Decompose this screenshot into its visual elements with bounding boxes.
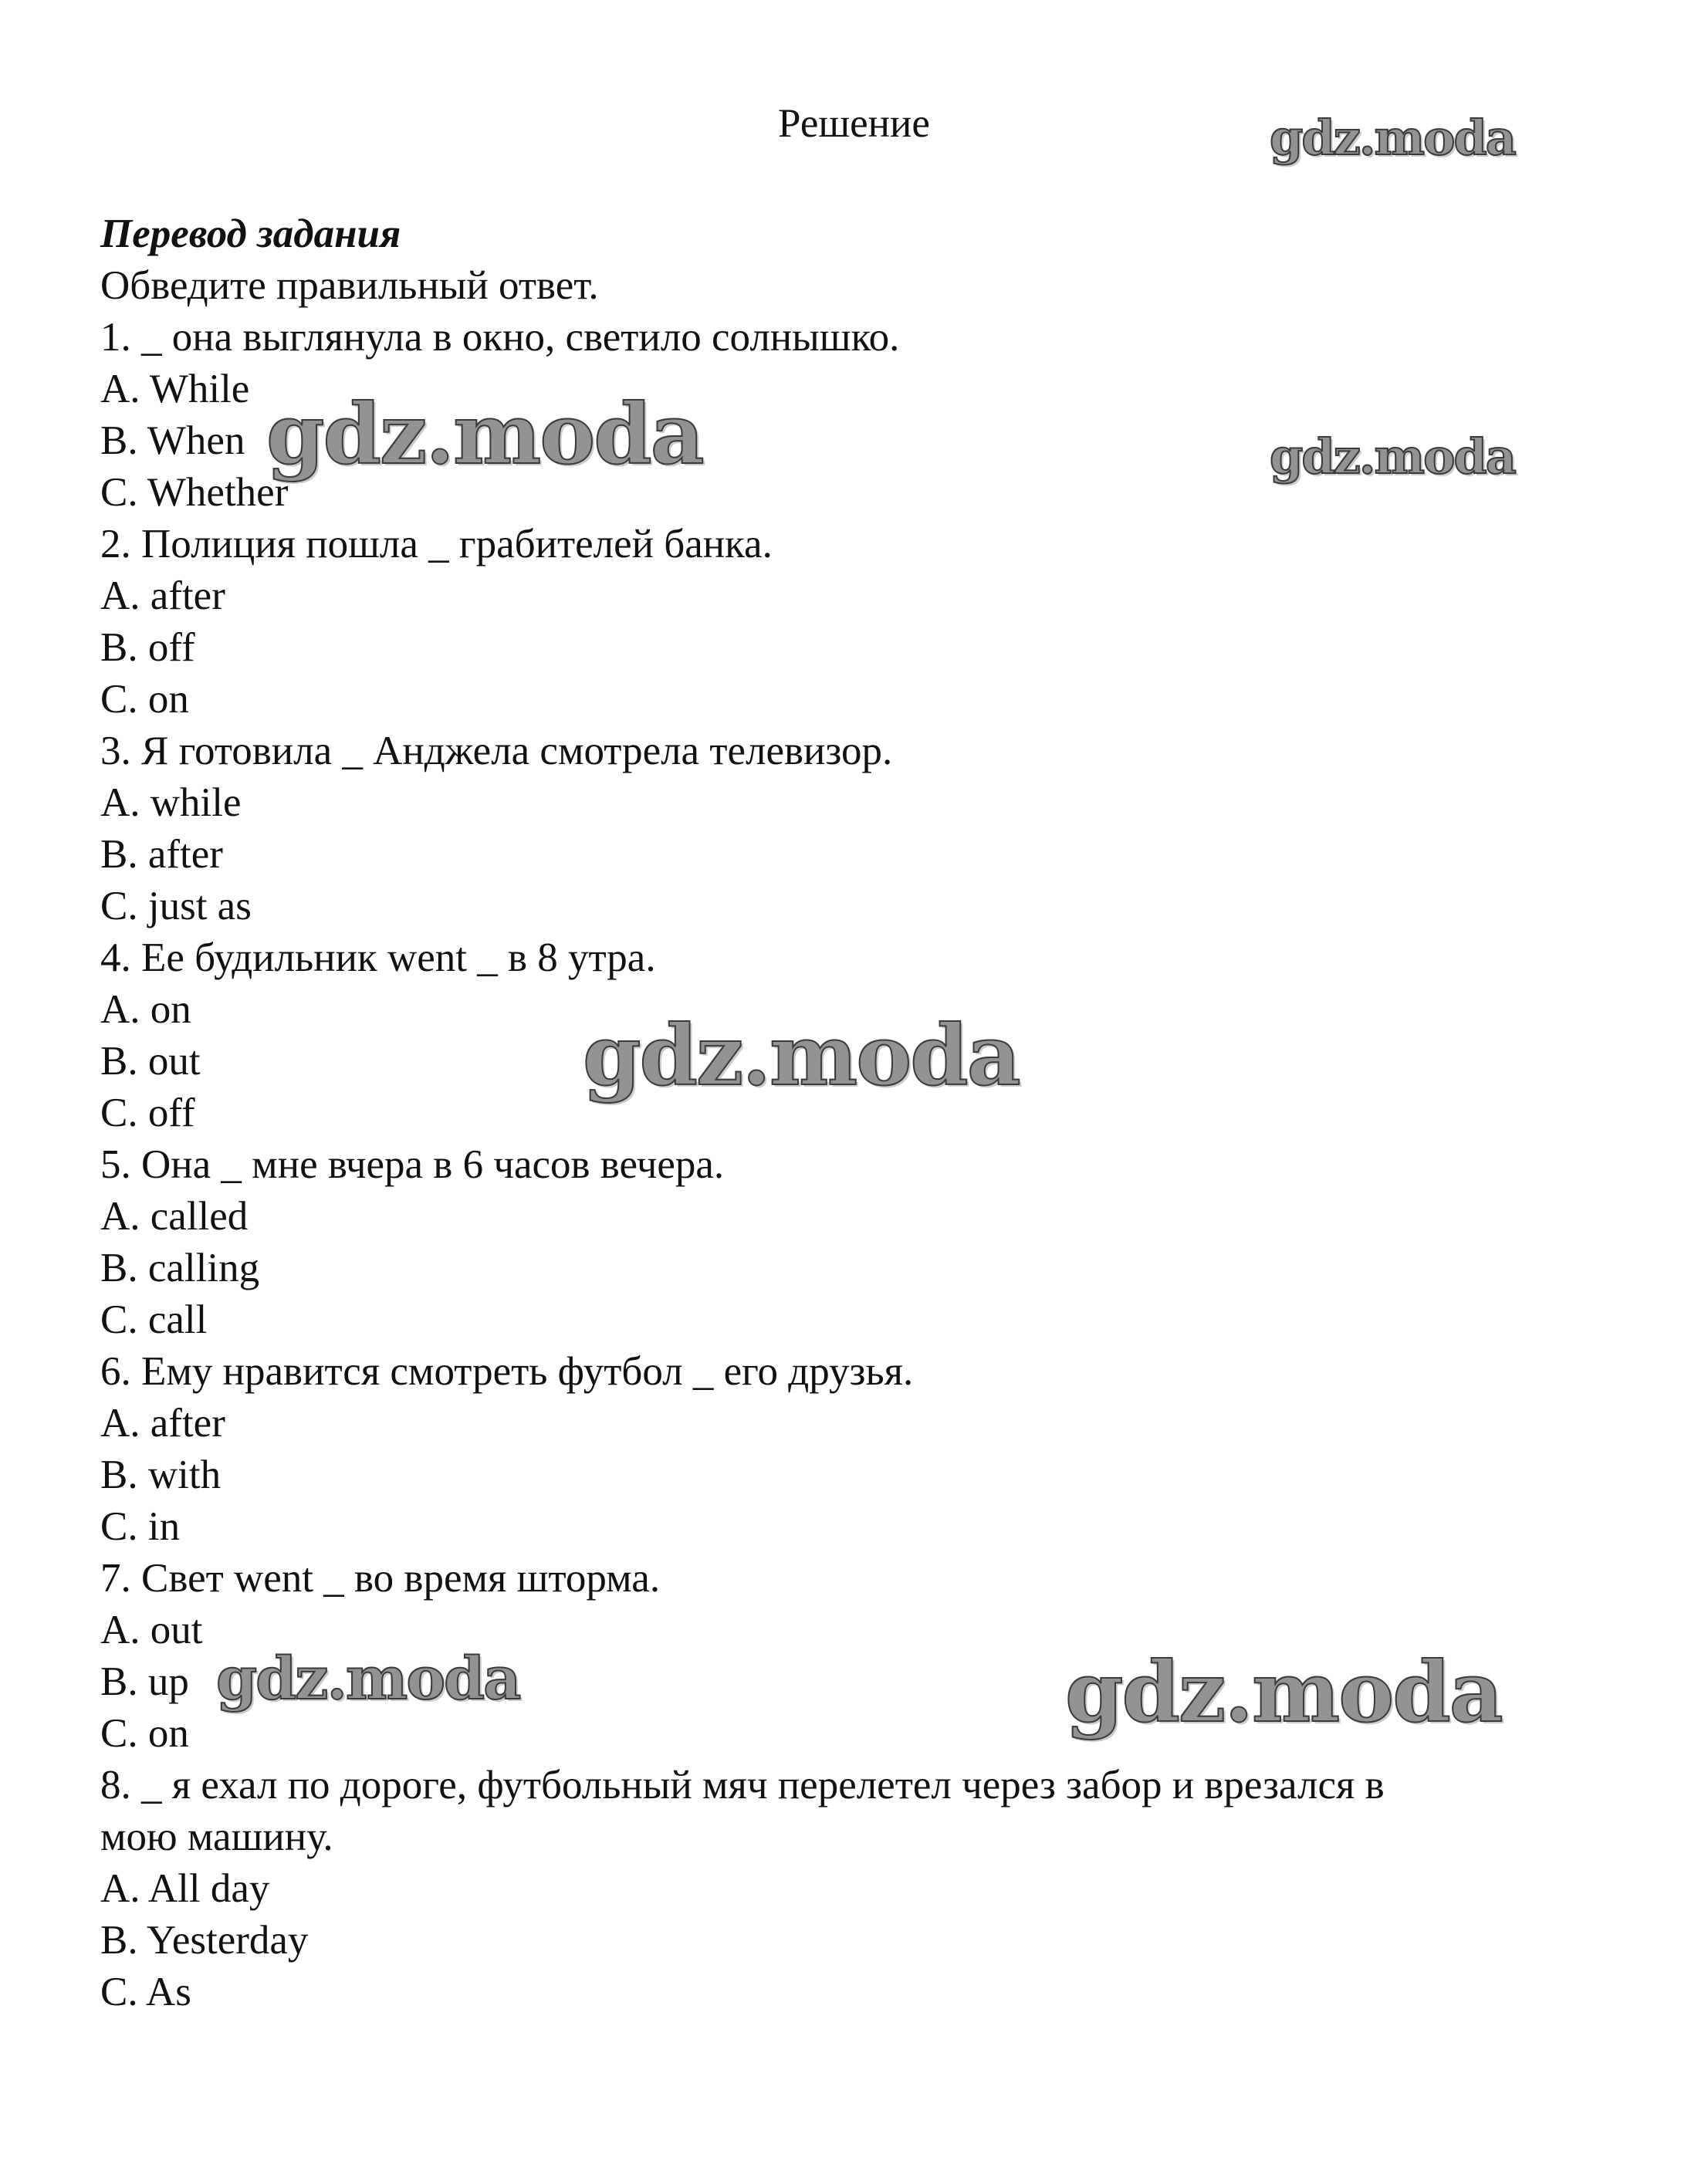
watermark-logo: gdz.moda [1270,110,1515,166]
question-2-option-c: C. on [100,677,189,722]
question-3-option-c: C. just as [100,884,252,928]
question-4-option-c: C. off [100,1091,195,1135]
question-1-option-a: A. While [100,367,250,411]
watermark-logo: gdz.moda [1065,1644,1502,1741]
question-8-text-continued: мою машину. [100,1814,333,1859]
question-7-text: 7. Свет went _ во время шторма. [100,1556,661,1601]
question-8-option-b: B. Yesterday [100,1918,309,1963]
question-6-text: 6. Ему нравится смотреть футбол _ его друзья. [100,1349,914,1394]
question-1-text: 1. _ она выглянула в окно, светило солнышко. [100,315,900,360]
question-2-text: 2. Полиция пошла _ грабителей банка. [100,522,773,566]
question-4-option-a: A. on [100,987,191,1032]
question-3-text: 3. Я готовила _ Анджела смотрела телевизор. [100,729,893,773]
question-2-option-a: A. after [100,573,225,618]
question-5-option-b: B. calling [100,1246,260,1290]
question-4-option-b: B. out [100,1039,201,1084]
question-7-option-c: C. on [100,1711,189,1756]
question-5-option-a: A. called [100,1194,249,1239]
question-5-option-c: C. call [100,1297,208,1342]
watermark-logo: gdz.moda [216,1644,520,1713]
question-6-option-c: C. in [100,1504,181,1549]
task-instruction: Обведите правильный ответ. [100,263,599,308]
watermark-logo: gdz.moda [583,1007,1020,1104]
question-2-option-b: B. off [100,625,195,670]
question-7-option-a: A. out [100,1608,203,1652]
question-3-option-b: B. after [100,832,223,877]
question-5-text: 5. Она _ мне вчера в 6 часов вечера. [100,1142,725,1187]
question-1-option-c: C. Whether [100,470,289,515]
page-title: Решение [778,101,930,146]
question-8-option-c: C. As [100,1970,191,2014]
question-7-option-b: B. up [100,1659,189,1704]
question-6-option-a: A. after [100,1401,225,1446]
question-8-option-a: A. All day [100,1866,270,1911]
watermark-logo: gdz.moda [266,386,703,483]
question-6-option-b: B. with [100,1453,222,1497]
question-1-option-b: B. When [100,418,245,463]
question-8-text: 8. _ я ехал по дороге, футбольный мяч перелетел через забор и врезался в [100,1763,1385,1808]
watermark-logo: gdz.moda [1270,428,1515,485]
task-heading: Перевод задания [100,211,401,256]
question-3-option-a: A. while [100,780,242,825]
question-4-text: 4. Ее будильник went _ в 8 утра. [100,935,656,980]
